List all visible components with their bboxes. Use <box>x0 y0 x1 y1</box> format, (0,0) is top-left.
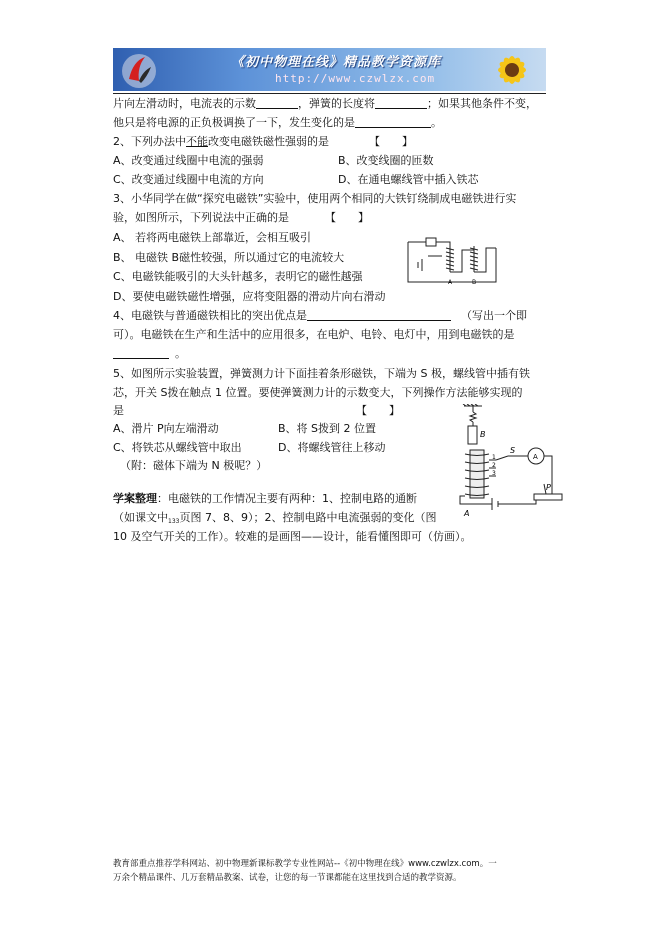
continuation-line-2: 他只是将电源的正负极调换了一下，发生变化的是 。 <box>113 116 442 129</box>
summary-line-3: 10 及空气开关的工作）。较难的是画图——设计，能看懂图即可（仿画）。 <box>113 530 472 543</box>
ammeter-label: A <box>533 453 538 461</box>
option-a: A、 若将两电磁铁上部靠近，会相互吸引 <box>113 231 312 244</box>
option-c: C、改变通过线圈中电流的方向 <box>113 173 264 186</box>
header-rule <box>113 93 546 94</box>
question-4-line-3: 。 <box>113 346 563 362</box>
site-url[interactable]: http://www.czwlzx.com <box>275 72 436 85</box>
summary-line-1: 学案整理：电磁铁的工作情况主要有两种：1、控制电路的通断 <box>113 492 417 505</box>
footer-line-2: 万余个精品课件、几万套精品教案、试卷，让您的每一节课都能在这里找到合适的教学资源。 <box>113 873 462 883</box>
footer-line-1: 教育部重点推荐学科网站、初中物理新课标教学专业性网站--《初中物理在线》www.czwlzx.com。一 <box>113 859 497 869</box>
option-c: C、电磁铁能吸引的大头针越多，表明它的磁性越强 <box>113 270 363 283</box>
answer-blank[interactable] <box>256 96 298 109</box>
question-4-line-2: 可）。电磁铁在生产和生活中的应用很多，在电炉、电铃、电灯中，用到电磁铁的是 <box>113 328 515 341</box>
answer-blank[interactable] <box>355 115 431 128</box>
question-3-line-2: 验，如图所示，下列说法中正确的是 【 】 <box>113 211 369 224</box>
question-5: 5、如图所示实验装置，弹簧测力计下面挂着条形磁铁，下端为 S 极，螺线管中插有铁 <box>113 367 530 380</box>
question-2: 2、下列办法中不能改变电磁铁磁性强弱的是 【 】 <box>113 135 413 148</box>
label-3: 3 <box>492 470 496 477</box>
site-title: 《初中物理在线》精品教学资源库 <box>231 55 442 70</box>
label-b: B <box>480 430 486 439</box>
continuation-line-1: 片向左滑动时，电流表的示数 ，弹簧的长度将 ；如果其他条件不变， <box>113 97 537 110</box>
summary-label: 学案整理 <box>113 492 157 505</box>
question-4: 4、电磁铁与普通磁铁相比的突出优点是 （写出一个即 <box>113 309 527 322</box>
label-p: P <box>546 483 551 492</box>
option-d: D、将螺线管往上移动 <box>278 441 386 454</box>
question-5-note: （附：磁体下端为 N 极呢？） <box>120 459 268 472</box>
question-5-line-3: 是 【 】 <box>113 404 400 417</box>
answer-bracket[interactable]: 【 】 <box>356 404 400 417</box>
question-3: 3、小华同学在做“探究电磁铁”实验中，使用两个相同的大铁钉绕制成电磁铁进行实 <box>113 192 517 205</box>
summary-line-2: （如课文中$_{133}$页图 7、8、9）；2、控制电路中电流强弱的变化（图 <box>113 511 437 525</box>
label-a: A <box>464 509 470 518</box>
option-a: A、滑片 P向左端滑动 <box>113 422 219 435</box>
question-2-options-cd <box>113 172 563 188</box>
label-a: A <box>448 279 453 286</box>
label-b: B <box>472 279 477 286</box>
electromagnet-circuit-diagram <box>402 232 500 288</box>
option-b: B、 电磁铁 B磁性较强，所以通过它的电流较大 <box>113 251 345 264</box>
site-logo-icon <box>119 51 159 89</box>
question-2-options-ab <box>113 153 563 169</box>
option-a: A、改变通过线圈中电流的强弱 <box>113 154 264 167</box>
label-1: 1 <box>492 454 496 461</box>
answer-blank[interactable] <box>113 346 169 359</box>
option-d: D、在通电螺线管中插入铁芯 <box>338 173 479 186</box>
label-2: 2 <box>492 462 496 469</box>
answer-bracket[interactable]: 【 】 <box>325 211 369 224</box>
option-d: D、要使电磁铁磁性增强，应将变阻器的滑动片向右滑动 <box>113 290 386 303</box>
label-s: S <box>510 446 516 455</box>
header-banner <box>113 48 546 91</box>
sunflower-icon <box>478 48 540 91</box>
option-b: B、将 S拨到 2 位置 <box>278 422 377 435</box>
question-5-line-2: 芯，开关 S拨在触点 1 位置。要使弹簧测力计的示数变大，下列操作方法能够实现的 <box>113 386 523 399</box>
answer-blank[interactable] <box>307 308 451 321</box>
option-b: B、改变线圈的匝数 <box>338 154 434 167</box>
answer-bracket[interactable]: 【 】 <box>369 135 413 148</box>
answer-blank[interactable] <box>375 96 427 109</box>
option-c: C、将铁芯从螺线管中取出 <box>113 441 242 454</box>
